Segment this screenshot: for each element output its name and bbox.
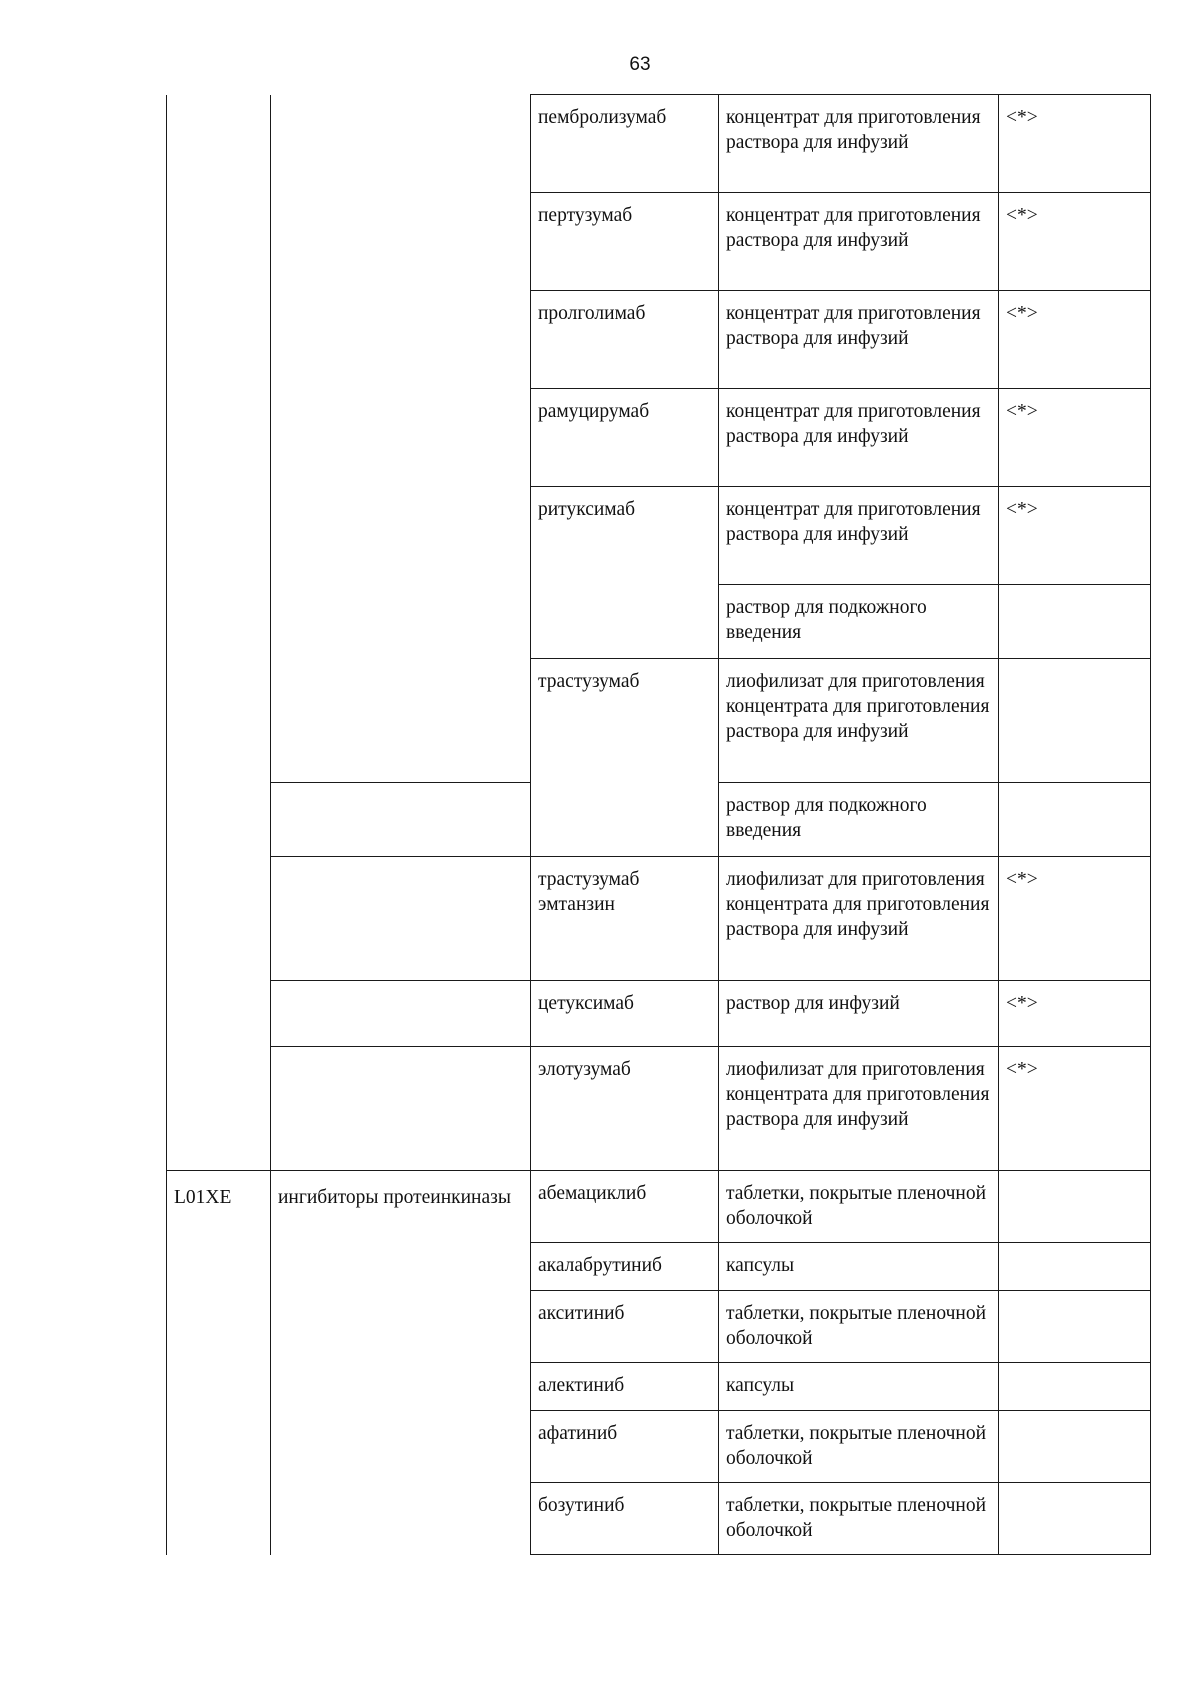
group-name-cell [271, 857, 531, 981]
group-name-cell [271, 783, 531, 857]
note-cell [999, 1363, 1151, 1411]
group-name-cell [271, 981, 531, 1047]
substance-cell: акситиниб [531, 1291, 719, 1363]
note-cell: <*> [999, 981, 1151, 1047]
table-row [167, 1047, 1151, 1171]
atc-code-cell: L01XE [167, 1171, 271, 1555]
atc-group-name-cell: ингибиторы протеинкиназы [271, 1171, 531, 1555]
substance-cell: пембролизумаб [531, 95, 719, 193]
dosage-form-cell: концентрат для приготовления раствора для инфузий [719, 389, 999, 487]
dosage-form-cell: лиофилизат для приготовления концентрата для приготовления раствора для инфузий [719, 659, 999, 783]
note-cell [999, 1243, 1151, 1291]
substance-cell: элотузумаб [531, 1047, 719, 1171]
page-number: 63 [629, 54, 651, 75]
note-cell: <*> [999, 487, 1151, 585]
table-row [167, 981, 1151, 1047]
dosage-form-cell: таблетки, покрытые пленочной оболочкой [719, 1483, 999, 1555]
substance-cell: цетуксимаб [531, 981, 719, 1047]
table-row [167, 1171, 1151, 1243]
substance-cell: пертузумаб [531, 193, 719, 291]
table-row [167, 857, 1151, 981]
note-cell [999, 585, 1151, 659]
substance-cell: бозутиниб [531, 1483, 719, 1555]
dosage-form-cell: концентрат для приготовления раствора для инфузий [719, 95, 999, 193]
dosage-form-cell: раствор для подкожного введения [719, 585, 999, 659]
dosage-form-cell: капсулы [719, 1363, 999, 1411]
note-cell [999, 1483, 1151, 1555]
substance-cell: абемациклиб [531, 1171, 719, 1243]
dosage-form-cell: концентрат для приготовления раствора для инфузий [719, 291, 999, 389]
dosage-form-cell: лиофилизат для приготовления концентрата для приготовления раствора для инфузий [719, 857, 999, 981]
dosage-form-cell: лиофилизат для приготовления концентрата для приготовления раствора для инфузий [719, 1047, 999, 1171]
dosage-form-cell: таблетки, покрытые пленочной оболочкой [719, 1171, 999, 1243]
note-cell: <*> [999, 857, 1151, 981]
note-cell [999, 1291, 1151, 1363]
substance-cell: пролголимаб [531, 291, 719, 389]
dosage-form-cell: концентрат для приготовления раствора для инфузий [719, 193, 999, 291]
note-cell [999, 1411, 1151, 1483]
dosage-form-cell: таблетки, покрытые пленочной оболочкой [719, 1411, 999, 1483]
code-cell [167, 95, 271, 783]
dosage-form-cell: раствор для инфузий [719, 981, 999, 1047]
dosage-form-cell: раствор для подкожного введения [719, 783, 999, 857]
dosage-form-cell: концентрат для приготовления раствора для инфузий [719, 487, 999, 585]
drug-list-table [166, 94, 1151, 1555]
dosage-form-cell: капсулы [719, 1243, 999, 1291]
substance-cell: афатиниб [531, 1411, 719, 1483]
substance-cell: трастузумаб [531, 659, 719, 857]
note-cell: <*> [999, 389, 1151, 487]
note-cell: <*> [999, 1047, 1151, 1171]
note-cell [999, 659, 1151, 783]
substance-cell: алектиниб [531, 1363, 719, 1411]
code-cell [167, 783, 271, 1171]
table-row [167, 95, 1151, 193]
note-cell: <*> [999, 193, 1151, 291]
dosage-form-cell: таблетки, покрытые пленочной оболочкой [719, 1291, 999, 1363]
note-cell [999, 783, 1151, 857]
substance-cell: акалабрутиниб [531, 1243, 719, 1291]
group-name-cell [271, 1047, 531, 1171]
note-cell [999, 1171, 1151, 1243]
note-cell: <*> [999, 291, 1151, 389]
substance-cell: трастузумаб эмтанзин [531, 857, 719, 981]
note-cell: <*> [999, 95, 1151, 193]
substance-cell: ритуксимаб [531, 487, 719, 659]
substance-cell: рамуцирумаб [531, 389, 719, 487]
group-name-cell [271, 95, 531, 783]
